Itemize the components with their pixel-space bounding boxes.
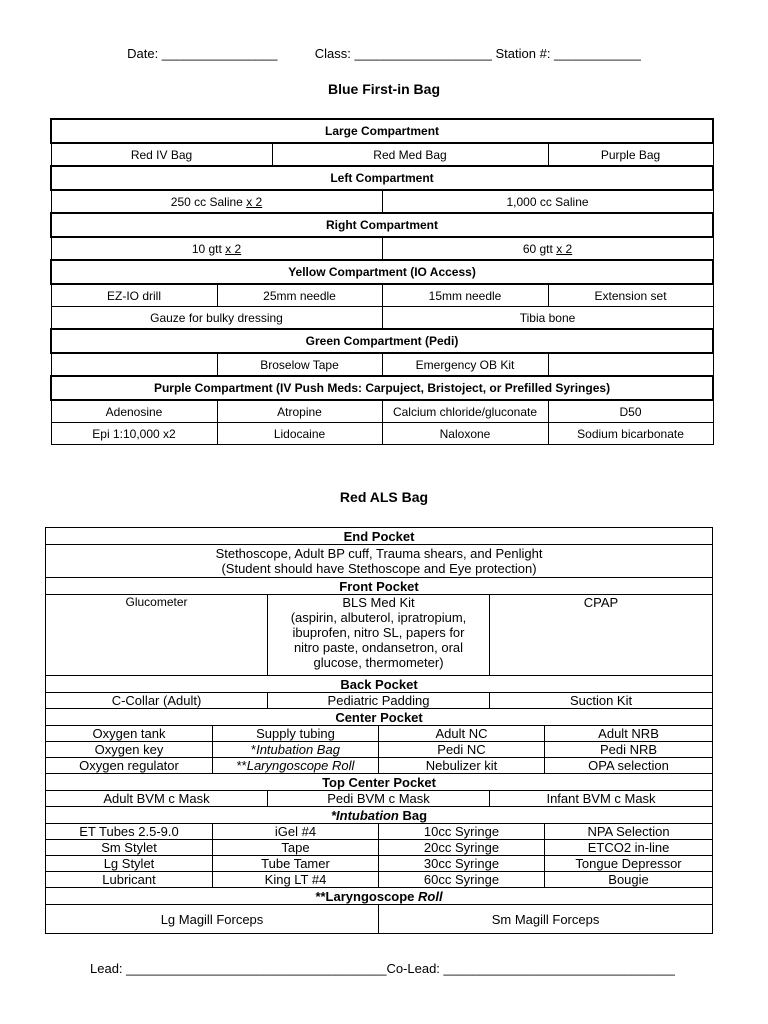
intubation-bag-heading [46,807,713,824]
table-cell: CPAP [490,595,713,676]
table-cell: Calcium chloride/gluconate [382,400,548,423]
red-bag-title: Red ALS Bag [339,489,429,505]
table-cell: Adult NC [379,726,545,742]
table-cell: OPA selection [545,758,713,774]
table-cell: ETCO2 in-line [545,840,713,856]
table-cell: D50 [548,400,713,423]
blue-bag-table [50,118,714,445]
table-cell: 25mm needle [217,284,382,307]
left-compartment-heading: Left Compartment [51,166,713,190]
table-cell: NPA Selection [545,824,713,840]
item-text: glucose, thermometer) [313,655,444,670]
table-cell: Pedi BVM c Mask [268,791,490,807]
table-cell: Glucometer [46,595,268,676]
item-text: 250 cc Saline [170,194,247,209]
date-field[interactable]: Date: ________________ [127,46,278,61]
colead-field[interactable]: Co-Lead: ________________________________ [386,961,675,976]
item-text: ** [236,758,247,773]
item-text: * [251,742,257,757]
table-cell: 60cc Syringe [379,872,545,888]
center-pocket-heading: Center Pocket [46,709,713,726]
purple-compartment-heading: Purple Compartment (IV Push Meds: Carpuject, Bristoject, or Prefilled Syringes) [51,376,713,400]
yellow-compartment-heading: Yellow Compartment (IO Access) [51,260,713,284]
table-cell: Adult NRB [545,726,713,742]
table-cell: Nebulizer kit [379,758,545,774]
table-cell: Sodium bicarbonate [548,423,713,445]
item-text: (Student should have Stethoscope and Eye protection) [221,561,537,576]
table-cell: Tibia bone [382,307,713,330]
item-text: 10 gtt [191,241,226,256]
end-pocket-heading: End Pocket [46,528,713,545]
table-cell: Oxygen regulator [46,758,213,774]
table-cell: 30cc Syringe [379,856,545,872]
quantity-text: x 2 [246,194,263,209]
heading-text: *Intubation [330,807,399,823]
item-text: (aspirin, albuterol, ipratropium, [290,610,467,625]
item-text: Laryngoscope Roll [246,758,355,773]
table-cell: ET Tubes 2.5-9.0 [46,824,213,840]
table-cell [213,742,379,758]
table-cell: Tongue Depressor [545,856,713,872]
laryngoscope-roll-heading [46,888,713,905]
quantity-text: x 2 [225,241,242,256]
table-cell: Lg Magill Forceps [46,905,379,934]
table-cell: Bougie [545,872,713,888]
table-cell: Suction Kit [490,693,713,709]
table-cell [51,237,382,260]
front-pocket-heading: Front Pocket [46,578,713,595]
table-cell: 20cc Syringe [379,840,545,856]
table-cell: Emergency OB Kit [382,353,548,376]
item-text: Intubation Bag [256,742,340,757]
table-cell: Supply tubing [213,726,379,742]
table-cell: Pediatric Padding [268,693,490,709]
item-text: ibuprofen, nitro SL, papers for [292,625,465,640]
table-cell: Oxygen tank [46,726,213,742]
table-cell: C-Collar (Adult) [46,693,268,709]
table-cell: 10cc Syringe [379,824,545,840]
back-pocket-heading: Back Pocket [46,676,713,693]
table-cell [382,237,713,260]
table-cell: Purple Bag [548,143,713,166]
table-cell: Adult BVM c Mask [46,791,268,807]
table-cell: Tape [213,840,379,856]
table-cell: Sm Magill Forceps [379,905,713,934]
red-bag-table [45,527,713,934]
item-text: Stethoscope, Adult BP cuff, Trauma shears, and Penlight [215,546,543,561]
table-cell: 1,000 cc Saline [382,190,713,213]
table-cell: 15mm needle [382,284,548,307]
table-cell: Red IV Bag [51,143,272,166]
table-cell: Oxygen key [46,742,213,758]
table-cell: Gauze for bulky dressing [51,307,382,330]
table-cell: Epi 1:10,000 x2 [51,423,217,445]
table-cell [268,595,490,676]
quantity-text: x 2 [556,241,573,256]
table-cell [548,353,713,376]
table-cell [213,758,379,774]
table-cell [51,353,217,376]
item-text: 60 gtt [522,241,557,256]
table-cell: EZ-IO drill [51,284,217,307]
table-cell [46,545,713,578]
table-cell: Atropine [217,400,382,423]
large-compartment-heading: Large Compartment [51,119,713,143]
table-cell: iGel #4 [213,824,379,840]
table-cell: Infant BVM c Mask [490,791,713,807]
heading-text: Bag [398,807,428,823]
lead-field[interactable]: Lead: ____________________________________ [90,961,387,976]
green-compartment-heading: Green Compartment (Pedi) [51,329,713,353]
table-cell: Adenosine [51,400,217,423]
top-center-pocket-heading: Top Center Pocket [46,774,713,791]
table-cell: Pedi NRB [545,742,713,758]
table-cell: Extension set [548,284,713,307]
table-cell: Lidocaine [217,423,382,445]
table-cell: Red Med Bag [272,143,548,166]
heading-text: Roll [418,888,443,904]
signature-footer [90,961,675,976]
table-cell: Sm Stylet [46,840,213,856]
table-cell: Naloxone [382,423,548,445]
station-field[interactable]: Station #: ____________ [495,46,641,61]
form-header [0,46,768,61]
table-cell: Tube Tamer [213,856,379,872]
table-cell [51,190,382,213]
table-cell: Lg Stylet [46,856,213,872]
table-cell: Broselow Tape [217,353,382,376]
class-field[interactable]: Class: ___________________ [314,46,492,61]
table-cell: Lubricant [46,872,213,888]
item-text: BLS Med Kit [342,595,415,610]
table-cell: King LT #4 [213,872,379,888]
blue-bag-title: Blue First-in Bag [327,81,440,97]
item-text: nitro paste, ondansetron, oral [293,640,464,655]
right-compartment-heading: Right Compartment [51,213,713,237]
heading-text: **Laryngoscope [315,888,419,904]
table-cell: Pedi NC [379,742,545,758]
